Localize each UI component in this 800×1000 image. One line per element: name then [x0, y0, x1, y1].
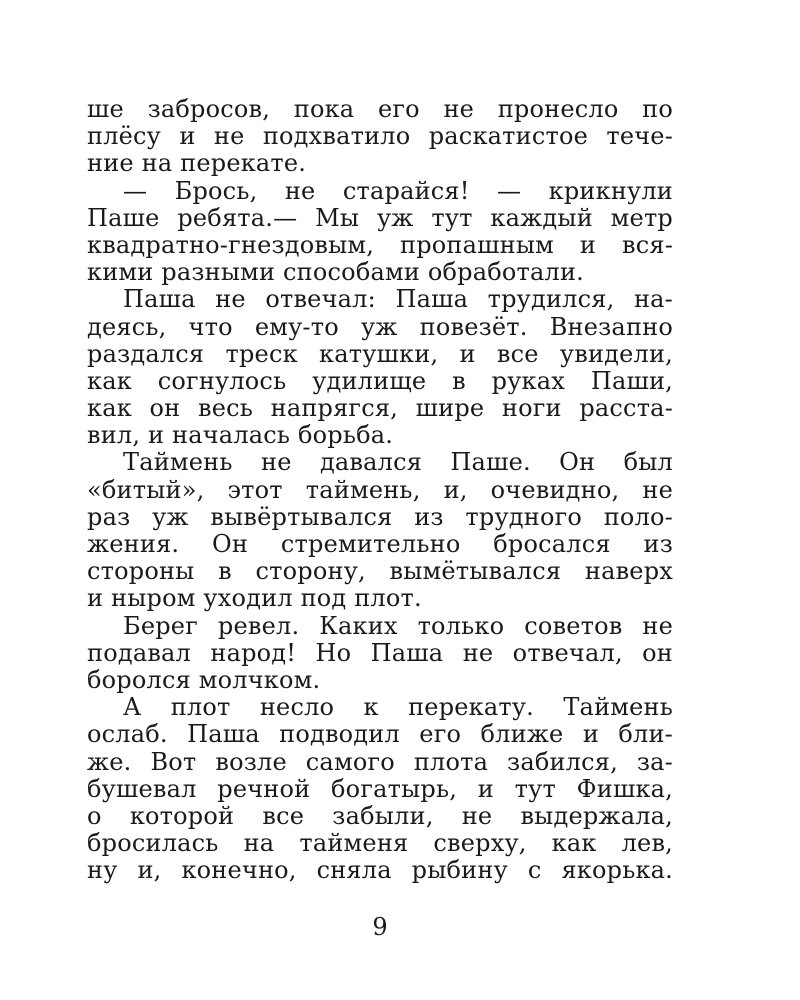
text-line: стороны в сторону, вымётывался наверх [87, 557, 673, 586]
text-line: Паше ребята.— Мы уж тут каждый метр [87, 203, 673, 232]
page-number: 9 [372, 913, 388, 941]
text-line: кими разными способами обработали. [87, 258, 584, 287]
paragraph-1 [87, 96, 673, 178]
text-line: ше забросов, пока его не пронесло по [87, 95, 673, 123]
text-line: ние на перекате. [87, 149, 307, 178]
text-line: Таймень не давался Паше. Он был [123, 448, 673, 477]
paragraph-6 [87, 694, 673, 884]
text-line: бушевал речной богатырь, и тут Фишка, [87, 774, 673, 803]
text-line: раздался треск катушки, и все увидели, [87, 339, 673, 368]
text-line: жения. Он стремительно бросался из [87, 530, 673, 558]
page-body [87, 96, 673, 884]
paragraph-4 [87, 449, 673, 612]
text-line: — Брось, не старайся! — крикнули [123, 176, 673, 205]
text-line: квадратно-гнездовым, пропашным и вся- [87, 230, 673, 259]
text-line: А плот несло к перекату. Таймень [123, 693, 673, 722]
text-line: Паша не отвечал: Паша трудился, на- [123, 285, 673, 314]
paragraph-3 [87, 286, 673, 449]
text-line: как согнулось удилище в руках Паши, [87, 366, 673, 395]
text-line: о которой все забыли, не выдержала, [87, 801, 673, 830]
text-line: подавал народ! Но Паша не отвечал, он [87, 638, 673, 667]
text-line: раз уж вывёртывался из трудного поло- [87, 502, 673, 531]
text-line: плёсу и не подхватило раскатистое тече- [87, 122, 673, 151]
text-line: ослаб. Паша подводил его ближе и бли- [87, 720, 673, 749]
text-line: вил, и началась борьба. [87, 421, 394, 450]
text-line: боролся молчком. [87, 665, 321, 694]
text-line: бросилась на тайменя сверху, как лев, [87, 829, 673, 858]
paragraph-5 [87, 613, 673, 695]
text-line: и ныром уходил под плот. [87, 584, 422, 613]
text-line: как он весь напрягся, шире ноги расста- [87, 394, 673, 423]
paragraph-2 [87, 178, 673, 287]
text-line: Берег ревел. Каких только советов не [123, 611, 673, 640]
text-line: ну и, конечно, сняла рыбину с якорька. [87, 856, 673, 885]
text-line: деясь, что ему-то уж повезёт. Внезапно [87, 312, 673, 341]
text-line: «битый», этот таймень, и, очевидно, не [87, 475, 673, 504]
text-line: же. Вот возле самого плота забился, за- [87, 747, 673, 776]
